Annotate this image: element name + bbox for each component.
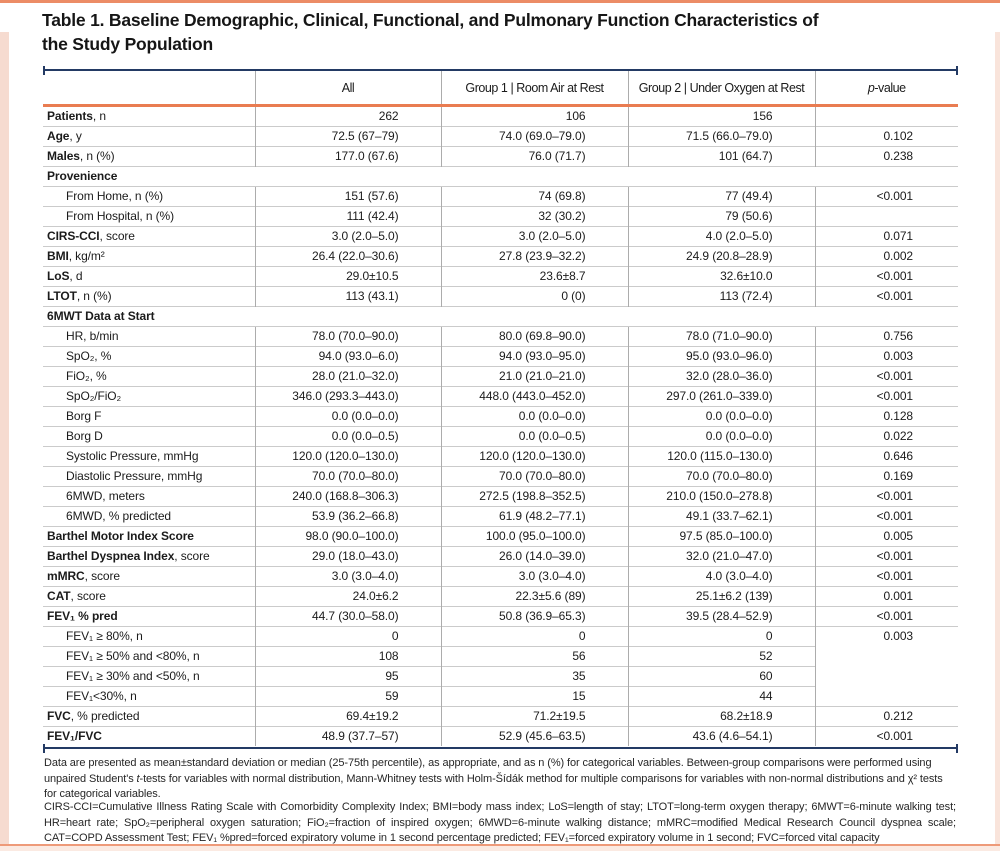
cell-group2: 0 xyxy=(628,627,815,647)
cell-group2: 4.0 (2.0–5.0) xyxy=(628,227,815,247)
cell-all: 3.0 (3.0–4.0) xyxy=(255,567,441,587)
cell-group2: 95.0 (93.0–96.0) xyxy=(628,347,815,367)
cell-group2: 25.1±6.2 (139) xyxy=(628,587,815,607)
table-row xyxy=(43,627,958,647)
footnote-statistics-text: Data are presented as mean±standard deviation or median (25-75th percentile), as appropriate, and as n (%) for categorical variables. Between-group comparisons were performed using unpaired Student's xyxy=(44,757,932,785)
row-label: HR, b/min xyxy=(43,327,255,347)
cell-pvalue: <0.001 xyxy=(815,187,958,207)
cell-group2: 79 (50.6) xyxy=(628,207,815,227)
cell-pvalue: 0.102 xyxy=(815,127,958,147)
table-row xyxy=(43,127,958,147)
cell-pvalue: 0.002 xyxy=(815,247,958,267)
section-row xyxy=(43,167,958,187)
col-header-pvalue xyxy=(815,71,958,106)
cell-all: 113 (43.1) xyxy=(255,287,441,307)
cell-group1: 35 xyxy=(441,667,628,687)
cell-group1: 27.8 (23.9–32.2) xyxy=(441,247,628,267)
row-label: SpO₂, % xyxy=(43,347,255,367)
cell-all: 69.4±19.2 xyxy=(255,707,441,727)
table-title-line1: Table 1. Baseline Demographic, Clinical, Functional, and Pulmonary Function Characteristics of xyxy=(42,10,819,30)
table-bottom-rule xyxy=(43,747,958,749)
table-row xyxy=(43,227,958,247)
row-label: Barthel Dyspnea Index, score xyxy=(43,547,255,567)
pvalue-italic-p: p xyxy=(867,80,875,95)
col-header-group1: Group 1 | Room Air at Rest xyxy=(441,71,628,106)
table-row xyxy=(43,147,958,167)
cell-group2: 0.0 (0.0–0.0) xyxy=(628,407,815,427)
cell-group1: 52.9 (45.6–63.5) xyxy=(441,727,628,747)
row-label: mMRC, score xyxy=(43,567,255,587)
table-row xyxy=(43,547,958,567)
table-row xyxy=(43,187,958,207)
cell-group1: 3.0 (3.0–4.0) xyxy=(441,567,628,587)
row-label: FEV₁ ≥ 50% and <80%, n xyxy=(43,647,255,667)
cell-group1: 120.0 (120.0–130.0) xyxy=(441,447,628,467)
cell-pvalue: <0.001 xyxy=(815,267,958,287)
cell-group2: 60 xyxy=(628,667,815,687)
cell-group2: 43.6 (4.6–54.1) xyxy=(628,727,815,747)
table-row xyxy=(43,427,958,447)
cell-all: 48.9 (37.7–57) xyxy=(255,727,441,747)
footnote-statistics-text-cont: -tests for variables with normal distribution, Mann-Whitney tests with Holm-Šídák method for multiple comparisons for variables with non-normal distributions and χ² tests for categorical variables. xyxy=(44,772,943,800)
table-title xyxy=(42,8,972,56)
cell-group2: 4.0 (3.0–4.0) xyxy=(628,567,815,587)
cell-pvalue: <0.001 xyxy=(815,547,958,567)
cell-pvalue: 0.238 xyxy=(815,147,958,167)
cell-all: 108 xyxy=(255,647,441,667)
row-label: Males, n (%) xyxy=(43,147,255,167)
cell-group1: 32 (30.2) xyxy=(441,207,628,227)
cell-group2: 52 xyxy=(628,647,815,667)
cell-pvalue: <0.001 xyxy=(815,287,958,307)
cell-pvalue: 0.646 xyxy=(815,447,958,467)
cell-group2: 68.2±18.9 xyxy=(628,707,815,727)
cell-group1: 74 (69.8) xyxy=(441,187,628,207)
cell-all: 78.0 (70.0–90.0) xyxy=(255,327,441,347)
cell-group1: 23.6±8.7 xyxy=(441,267,628,287)
cell-all: 0.0 (0.0–0.0) xyxy=(255,407,441,427)
cell-group2: 77 (49.4) xyxy=(628,187,815,207)
cell-group1: 80.0 (69.8–90.0) xyxy=(441,327,628,347)
footnote-statistics xyxy=(44,756,956,803)
table-row xyxy=(43,267,958,287)
pvalue-rest: -value xyxy=(874,80,906,95)
cell-group2: 32.6±10.0 xyxy=(628,267,815,287)
cell-group1: 272.5 (198.8–352.5) xyxy=(441,487,628,507)
cell-pvalue: 0.003 xyxy=(815,347,958,367)
cell-group1: 3.0 (2.0–5.0) xyxy=(441,227,628,247)
cell-all: 24.0±6.2 xyxy=(255,587,441,607)
cell-group1: 26.0 (14.0–39.0) xyxy=(441,547,628,567)
cell-pvalue: <0.001 xyxy=(815,607,958,627)
cell-group2: 0.0 (0.0–0.0) xyxy=(628,427,815,447)
table-row xyxy=(43,487,958,507)
cell-all: 151 (57.6) xyxy=(255,187,441,207)
cell-all: 240.0 (168.8–306.3) xyxy=(255,487,441,507)
cell-group2: 78.0 (71.0–90.0) xyxy=(628,327,815,347)
row-label: LTOT, n (%) xyxy=(43,287,255,307)
table-row xyxy=(43,447,958,467)
cell-all: 0 xyxy=(255,627,441,647)
cell-all: 94.0 (93.0–6.0) xyxy=(255,347,441,367)
table-row xyxy=(43,247,958,267)
table-row xyxy=(43,607,958,627)
col-header-group2: Group 2 | Under Oxygen at Rest xyxy=(628,71,815,106)
row-label: Diastolic Pressure, mmHg xyxy=(43,467,255,487)
cell-all: 26.4 (22.0–30.6) xyxy=(255,247,441,267)
cell-pvalue: 0.756 xyxy=(815,327,958,347)
left-margin-strip xyxy=(0,32,9,844)
cell-group2: 156 xyxy=(628,106,815,127)
cell-group2: 71.5 (66.0–79.0) xyxy=(628,127,815,147)
cell-all: 111 (42.4) xyxy=(255,207,441,227)
cell-pvalue xyxy=(815,106,958,127)
cell-all: 72.5 (67–79) xyxy=(255,127,441,147)
cell-group2: 24.9 (20.8–28.9) xyxy=(628,247,815,267)
cell-group1: 71.2±19.5 xyxy=(441,707,628,727)
cell-group1: 94.0 (93.0–95.0) xyxy=(441,347,628,367)
table-row xyxy=(43,727,958,747)
section-label: Provenience xyxy=(43,167,958,187)
row-label: Systolic Pressure, mmHg xyxy=(43,447,255,467)
row-label: BMI, kg/m² xyxy=(43,247,255,267)
cell-group1: 0.0 (0.0–0.5) xyxy=(441,427,628,447)
table-row xyxy=(43,567,958,587)
cell-group2: 97.5 (85.0–100.0) xyxy=(628,527,815,547)
row-label: 6MWD, % predicted xyxy=(43,507,255,527)
cell-all: 262 xyxy=(255,106,441,127)
cell-group1: 448.0 (443.0–452.0) xyxy=(441,387,628,407)
cell-pvalue: 0.071 xyxy=(815,227,958,247)
cell-group1: 0 xyxy=(441,627,628,647)
cell-group2: 210.0 (150.0–278.8) xyxy=(628,487,815,507)
row-label: CAT, score xyxy=(43,587,255,607)
right-margin-strip xyxy=(995,32,1000,844)
table-row xyxy=(43,327,958,347)
row-label: Borg F xyxy=(43,407,255,427)
cell-pvalue: <0.001 xyxy=(815,387,958,407)
cell-pvalue-merged: 0.003 xyxy=(815,627,958,707)
table-row xyxy=(43,707,958,727)
row-label: FEV₁ ≥ 30% and <50%, n xyxy=(43,667,255,687)
cell-pvalue xyxy=(815,207,958,227)
cell-all: 28.0 (21.0–32.0) xyxy=(255,367,441,387)
cell-group2: 70.0 (70.0–80.0) xyxy=(628,467,815,487)
cell-all: 59 xyxy=(255,687,441,707)
row-label: SpO₂/FiO₂ xyxy=(43,387,255,407)
cell-pvalue: 0.128 xyxy=(815,407,958,427)
table-row xyxy=(43,207,958,227)
row-label: Age, y xyxy=(43,127,255,147)
section-label: 6MWT Data at Start xyxy=(43,307,958,327)
row-label: FEV₁/FVC xyxy=(43,727,255,747)
table-row xyxy=(43,527,958,547)
row-label: Borg D xyxy=(43,427,255,447)
cell-pvalue: 0.022 xyxy=(815,427,958,447)
row-label: FiO₂, % xyxy=(43,367,255,387)
bottom-margin-band xyxy=(0,846,1000,851)
cell-all: 98.0 (90.0–100.0) xyxy=(255,527,441,547)
cell-pvalue: <0.001 xyxy=(815,507,958,527)
cell-all: 95 xyxy=(255,667,441,687)
cell-all: 0.0 (0.0–0.5) xyxy=(255,427,441,447)
cell-all: 70.0 (70.0–80.0) xyxy=(255,467,441,487)
cell-pvalue: <0.001 xyxy=(815,567,958,587)
baseline-characteristics-table xyxy=(43,71,958,746)
cell-group2: 39.5 (28.4–52.9) xyxy=(628,607,815,627)
row-label: Patients, n xyxy=(47,109,106,123)
row-label: FVC, % predicted xyxy=(43,707,255,727)
cell-group1: 15 xyxy=(441,687,628,707)
cell-group2: 101 (64.7) xyxy=(628,147,815,167)
footnote-italic-t: t xyxy=(136,772,140,785)
table-row xyxy=(43,287,958,307)
table-row xyxy=(43,347,958,367)
cell-group1: 74.0 (69.0–79.0) xyxy=(441,127,628,147)
cell-group1: 22.3±5.6 (89) xyxy=(441,587,628,607)
cell-group1: 0 (0) xyxy=(441,287,628,307)
row-label: 6MWD, meters xyxy=(43,487,255,507)
cell-all: 53.9 (36.2–66.8) xyxy=(255,507,441,527)
cell-pvalue: 0.001 xyxy=(815,587,958,607)
cell-group2: 113 (72.4) xyxy=(628,287,815,307)
cell-all: 3.0 (2.0–5.0) xyxy=(255,227,441,247)
cell-group2: 32.0 (28.0–36.0) xyxy=(628,367,815,387)
cell-group1: 70.0 (70.0–80.0) xyxy=(441,467,628,487)
cell-group2: 120.0 (115.0–130.0) xyxy=(628,447,815,467)
table-row xyxy=(43,467,958,487)
col-header-empty xyxy=(43,71,255,106)
row-label: LoS, d xyxy=(43,267,255,287)
cell-group1: 0.0 (0.0–0.0) xyxy=(441,407,628,427)
table-row xyxy=(43,387,958,407)
table-row xyxy=(43,106,958,127)
cell-group1: 50.8 (36.9–65.3) xyxy=(441,607,628,627)
col-header-all: All xyxy=(255,71,441,106)
row-label: Barthel Motor Index Score xyxy=(43,527,255,547)
row-label: From Hospital, n (%) xyxy=(43,207,255,227)
cell-group1: 56 xyxy=(441,647,628,667)
cell-all: 346.0 (293.3–443.0) xyxy=(255,387,441,407)
cell-group1: 106 xyxy=(441,106,628,127)
cell-all: 29.0±10.5 xyxy=(255,267,441,287)
cell-pvalue: <0.001 xyxy=(815,367,958,387)
cell-group1: 61.9 (48.2–77.1) xyxy=(441,507,628,527)
row-label: FEV₁ % pred xyxy=(43,607,255,627)
table-row xyxy=(43,407,958,427)
header-row xyxy=(43,71,958,106)
row-label: FEV₁<30%, n xyxy=(43,687,255,707)
cell-all: 177.0 (67.6) xyxy=(255,147,441,167)
top-accent-rule xyxy=(0,0,1000,3)
table-row xyxy=(43,587,958,607)
cell-pvalue: <0.001 xyxy=(815,487,958,507)
cell-group1: 21.0 (21.0–21.0) xyxy=(441,367,628,387)
table-row xyxy=(43,367,958,387)
cell-pvalue: 0.005 xyxy=(815,527,958,547)
cell-all: 120.0 (120.0–130.0) xyxy=(255,447,441,467)
cell-group1: 76.0 (71.7) xyxy=(441,147,628,167)
cell-pvalue: 0.169 xyxy=(815,467,958,487)
footnote-abbreviations: CIRS-CCI=Cumulative Illness Rating Scale with Comorbidity Complexity Index; BMI=body mass index; LoS=length of stay; LTOT=long-term oxygen therapy; 6MWT=6-minute walking test; HR=heart rate; SpO₂=peripheral oxygen saturation; FiO₂=fraction of inspired oxygen; 6MWD=6-minute walking distance; mMRC=modified Medical Research Council dyspnea scale; CAT=COPD Assessment Test; FEV₁ %pred=forced expiratory volume in 1 second percentage predicted; FEV₁=forced expiratory volume in 1 second; FVC=forced vital capacity xyxy=(44,801,956,844)
table-title-line2: the Study Population xyxy=(42,34,213,54)
cell-all: 44.7 (30.0–58.0) xyxy=(255,607,441,627)
section-row xyxy=(43,307,958,327)
table-row xyxy=(43,507,958,527)
row-label: From Home, n (%) xyxy=(43,187,255,207)
cell-group2: 44 xyxy=(628,687,815,707)
cell-pvalue: 0.212 xyxy=(815,707,958,727)
cell-all: 29.0 (18.0–43.0) xyxy=(255,547,441,567)
row-label: CIRS-CCI, score xyxy=(43,227,255,247)
cell-group1: 100.0 (95.0–100.0) xyxy=(441,527,628,547)
cell-group2: 297.0 (261.0–339.0) xyxy=(628,387,815,407)
cell-pvalue: <0.001 xyxy=(815,727,958,747)
cell-group2: 49.1 (33.7–62.1) xyxy=(628,507,815,527)
row-label: FEV₁ ≥ 80%, n xyxy=(43,627,255,647)
cell-group2: 32.0 (21.0–47.0) xyxy=(628,547,815,567)
